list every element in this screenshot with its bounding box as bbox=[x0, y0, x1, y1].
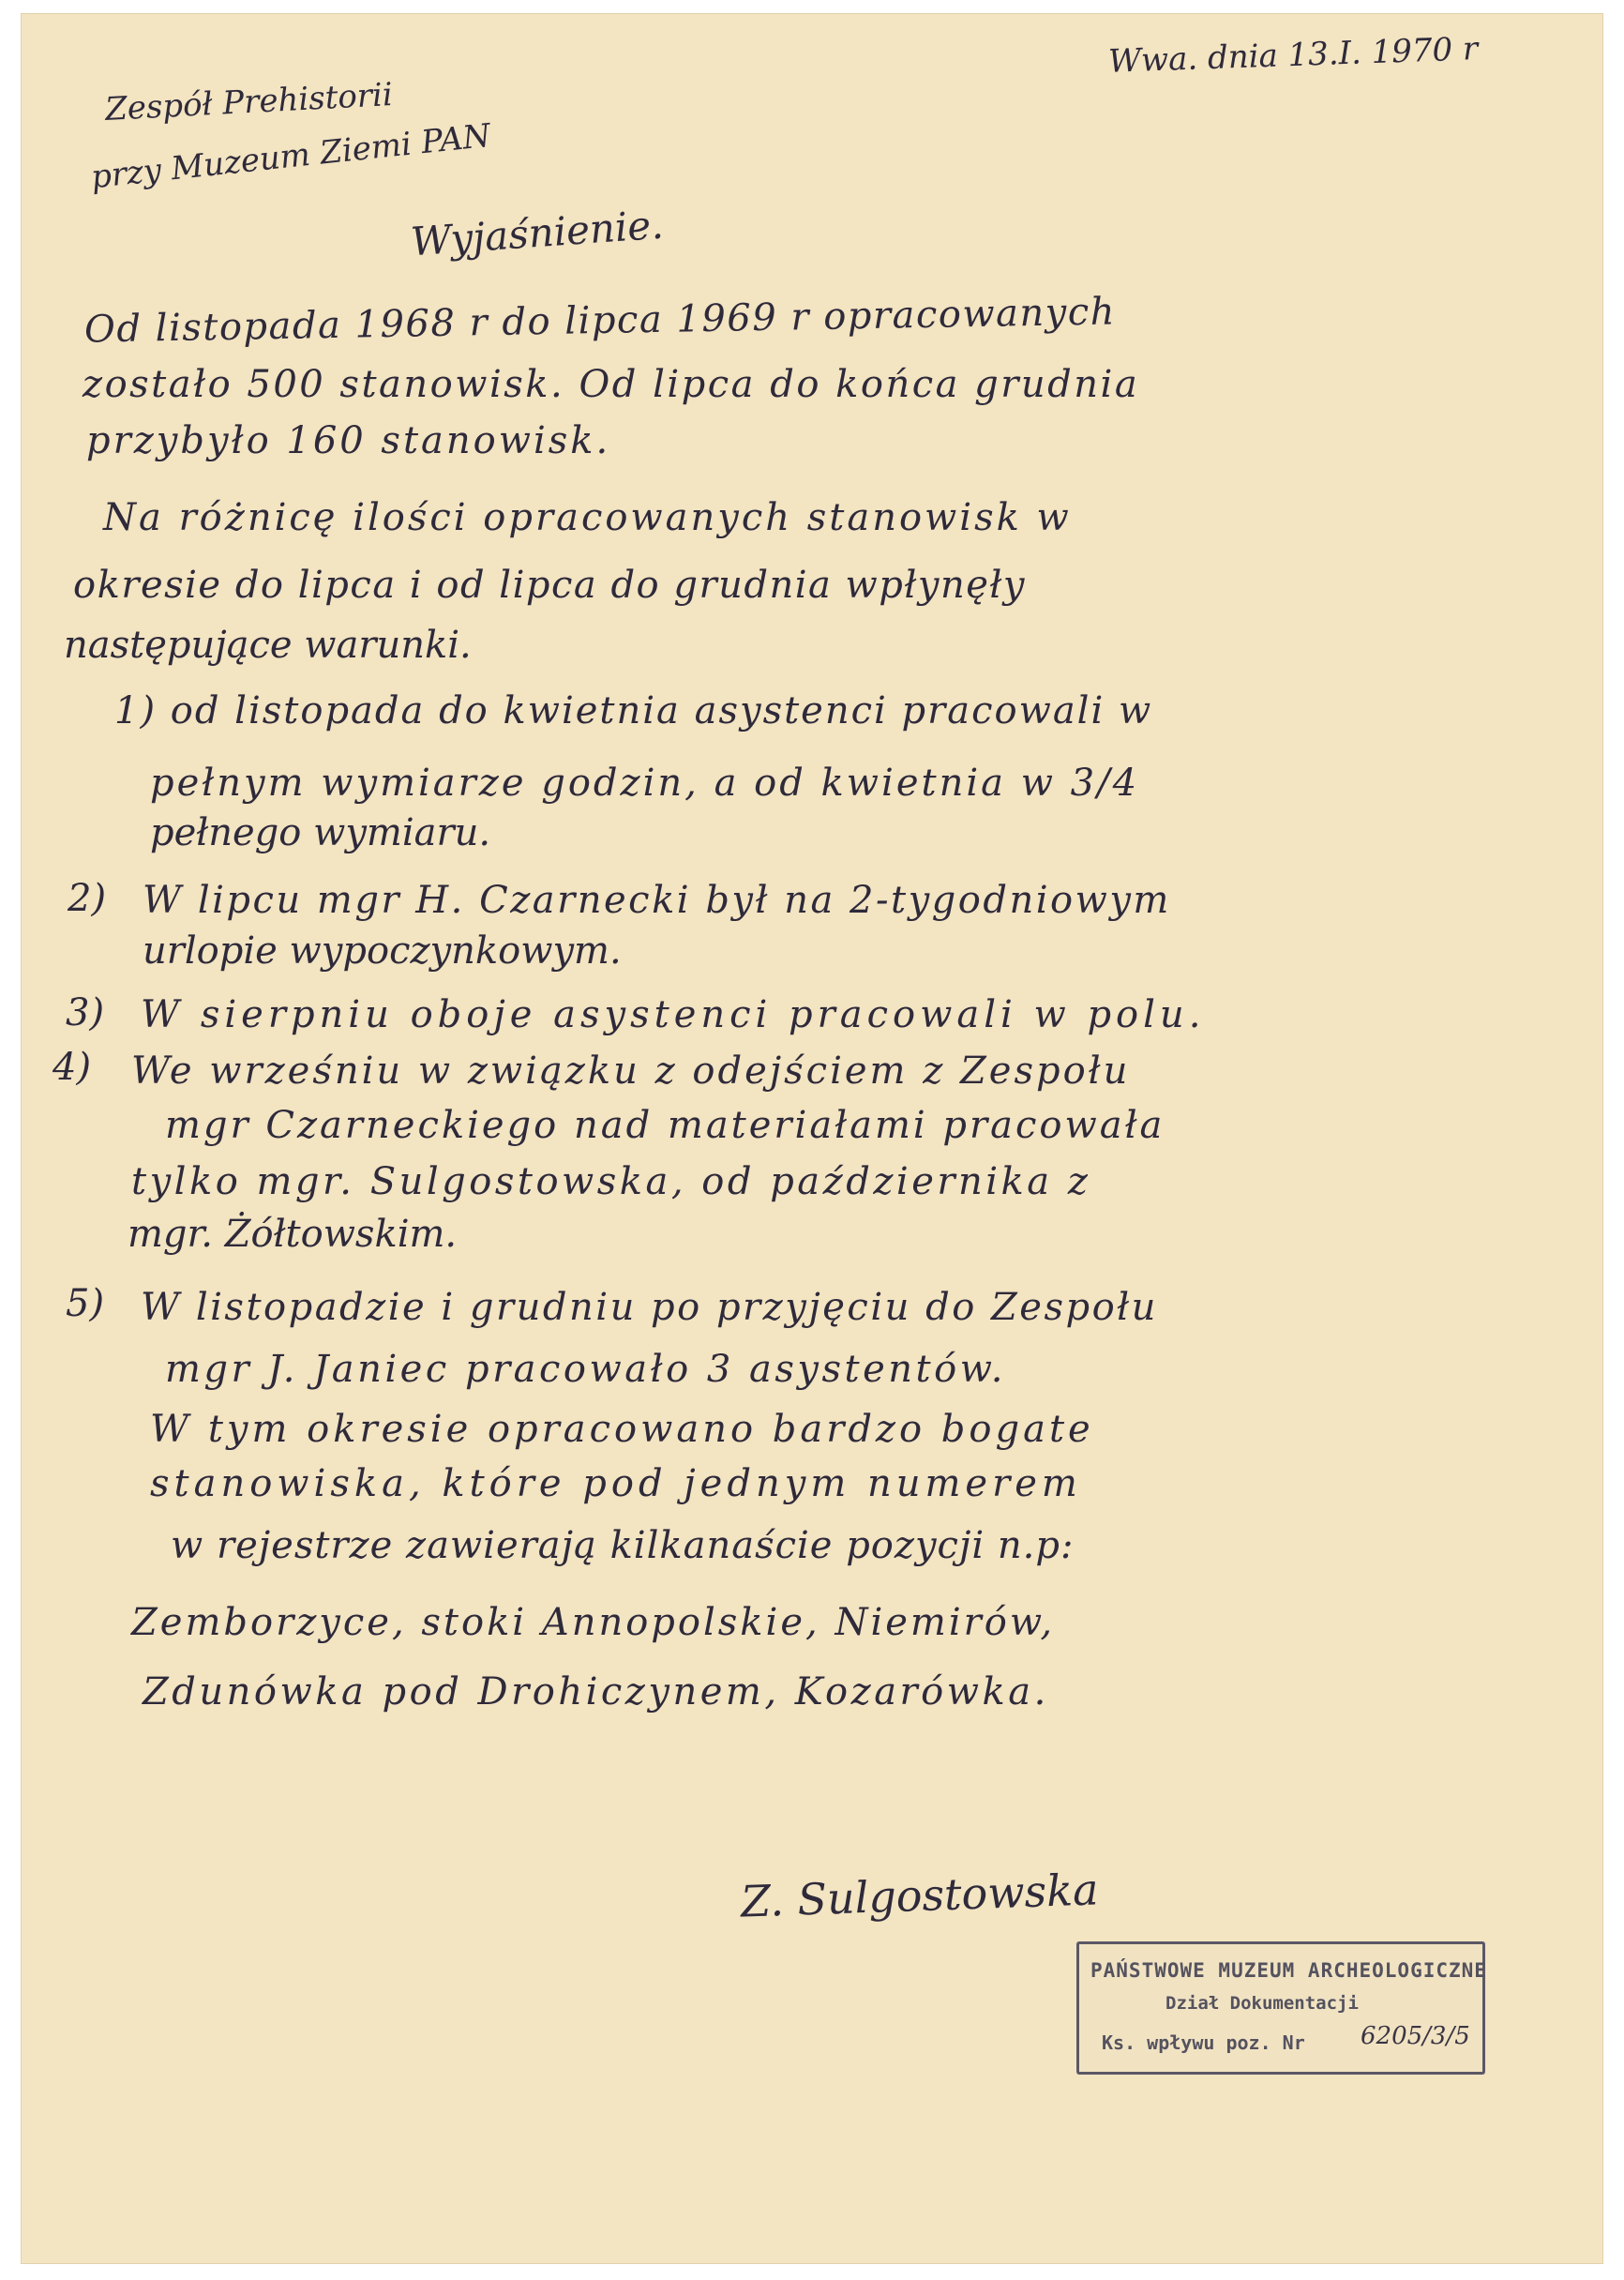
item-5-line-7: Zdunówka pod Drohiczynem, Kozarówka. bbox=[143, 1670, 1049, 1714]
item-3-line-1: W sierpniu oboje asystenci pracowali w polu. bbox=[141, 993, 1206, 1036]
item-2-number: 2) bbox=[68, 877, 107, 920]
document-date: Wwa. dnia 13.I. 1970 r bbox=[1107, 30, 1479, 81]
paragraph-2-line-1: Na różnicę ilości opracowanych stanowisk w bbox=[103, 496, 1072, 539]
item-1-line-2: pełnym wymiarze godzin, a od kwietnia w 3/4 bbox=[150, 762, 1140, 805]
item-4-line-4: mgr. Żółtowskim. bbox=[128, 1213, 458, 1256]
item-5-line-2: mgr J. Janiec pracowało 3 asystentów. bbox=[165, 1348, 1006, 1391]
item-5-line-6: Zemborzyce, stoki Annopolskie, Niemirów, bbox=[131, 1601, 1056, 1644]
item-5-line-1: W listopadzie i grudniu po przyjęciu do Zespołu bbox=[141, 1286, 1158, 1329]
item-2-line-1: W lipcu mgr H. Czarnecki był na 2-tygodniowym bbox=[143, 879, 1171, 922]
paragraph-1-line-2: zostało 500 stanowisk. Od lipca do końca grudnia bbox=[83, 363, 1140, 406]
item-4-line-2: mgr Czarneckiego nad materiałami pracowała bbox=[165, 1104, 1165, 1147]
item-2-line-2: urlopie wypoczynkowym. bbox=[143, 929, 622, 973]
institution-line-1: Zespół Prehistorii bbox=[104, 75, 394, 129]
item-4-line-3: tylko mgr. Sulgostowska, od października z bbox=[131, 1160, 1091, 1203]
item-5-line-4: stanowiska, które pod jednym numerem bbox=[150, 1462, 1082, 1505]
item-5-line-3: W tym okresie opracowano bardzo bogate bbox=[150, 1408, 1094, 1451]
item-4-line-1: We wrześniu w związku z odejściem z Zespołu bbox=[131, 1049, 1131, 1093]
stamp-entry-number: 6205/3/5 bbox=[1361, 2022, 1470, 2050]
stamp-department: Dział Dokumentacji bbox=[1165, 1993, 1359, 2014]
item-1-line-1 bbox=[114, 689, 1153, 732]
signature: Z. Sulgostowska bbox=[740, 1864, 1100, 1927]
paragraph-1-line-1: Od listopada 1968 r do lipca 1969 r opracowanych bbox=[83, 290, 1117, 352]
item-3-number: 3) bbox=[66, 991, 105, 1034]
paragraph-2-line-3: następujące warunki. bbox=[64, 624, 472, 667]
item-1-number: 1) bbox=[114, 689, 158, 732]
item-5-line-5: w rejestrze zawierają kilkanaście pozycji n.p: bbox=[171, 1524, 1075, 1567]
item-5-number: 5) bbox=[66, 1282, 105, 1325]
document-title: Wyjaśnienie. bbox=[409, 201, 665, 265]
paragraph-1-line-3: przybyło 160 stanowisk. bbox=[86, 419, 611, 462]
paragraph-2-line-2: okresie do lipca i od lipca do grudnia wpłynęły bbox=[73, 564, 1026, 607]
institution-line-2: przy Muzeum Ziemi PAN bbox=[89, 116, 493, 197]
stamp-museum-name: PAŃSTWOWE MUZEUM ARCHEOLOGICZNE bbox=[1090, 1959, 1487, 1982]
item-1-text: od listopada do kwietnia asystenci pracowali w bbox=[170, 689, 1153, 732]
stamp-entry-label: Ks. wpływu poz. Nr bbox=[1102, 2031, 1305, 2054]
item-1-line-3: pełnego wymiaru. bbox=[150, 811, 491, 854]
archive-stamp bbox=[1076, 1941, 1485, 2075]
item-4-number: 4) bbox=[53, 1046, 92, 1089]
